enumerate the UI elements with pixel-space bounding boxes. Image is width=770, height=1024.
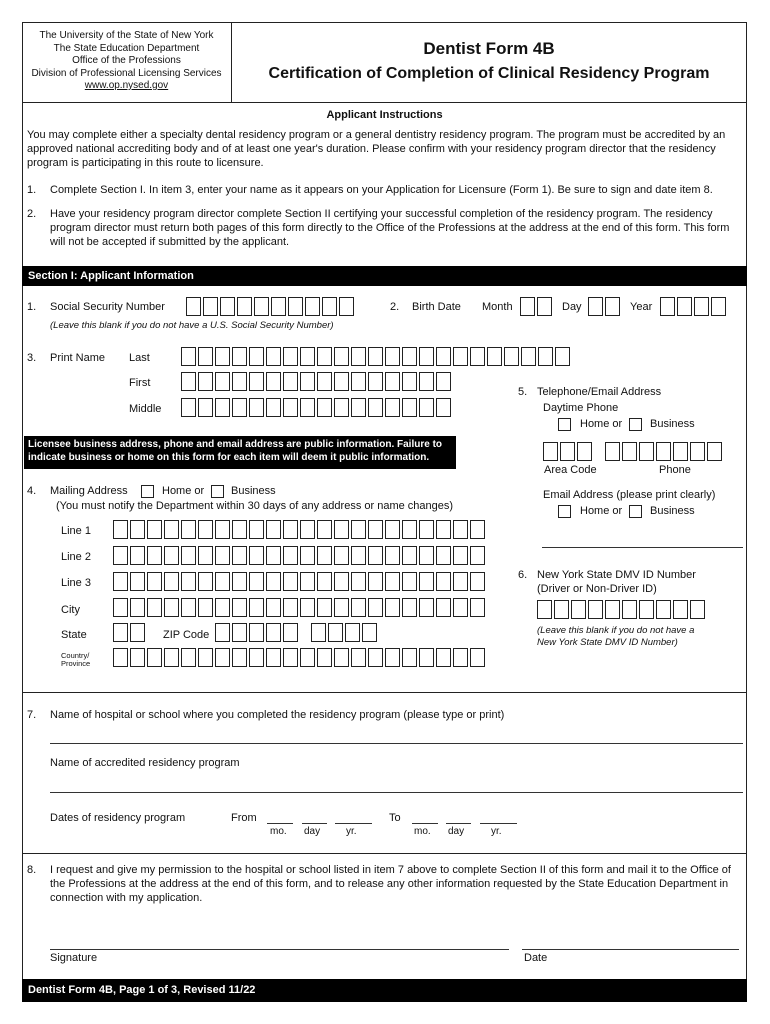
from-month-caption: mo. — [270, 826, 287, 837]
ssn-label: Social Security Number — [50, 301, 165, 313]
agency-line: Division of Professional Licensing Services — [31, 67, 222, 79]
signature-label: Signature — [50, 952, 98, 964]
to-day-caption: day — [448, 826, 465, 837]
birth-date-label: Birth Date — [412, 301, 461, 313]
area-code-label: Area Code — [544, 464, 597, 476]
form-title: Dentist Form 4B — [423, 39, 555, 58]
city-label: City — [61, 604, 80, 616]
from-year-input[interactable] — [335, 823, 372, 824]
dmv-id-input[interactable] — [537, 600, 707, 619]
first-name-label: First — [129, 377, 151, 389]
birth-month-input[interactable] — [520, 297, 554, 316]
email-business-checkbox[interactable] — [629, 505, 642, 518]
mailing-address-label: Mailing Address — [50, 485, 128, 497]
section-1-header: Section I: Applicant Information — [22, 266, 747, 286]
dmv-sub-label: (Driver or Non-Driver ID) — [537, 583, 657, 595]
to-day-input[interactable] — [446, 823, 471, 824]
to-month-caption: mo. — [414, 826, 431, 837]
dmv-note: New York State DMV ID Number) — [537, 637, 678, 648]
ssn-note: (Leave this blank if you do not have a U.S. Social Security Number) — [50, 320, 334, 331]
print-name-label: Print Name — [50, 352, 106, 364]
state-input[interactable] — [113, 623, 147, 642]
from-month-input[interactable] — [267, 823, 293, 824]
agency-block — [24, 30, 229, 93]
dmv-label: New York State DMV ID Number — [537, 569, 696, 581]
item-number: 1. — [27, 301, 37, 313]
province-label-line: Province — [61, 659, 91, 668]
middle-name-input[interactable] — [181, 398, 453, 417]
email-label: Email Address (please print clearly) — [543, 489, 716, 501]
from-label: From — [231, 812, 257, 824]
address-line-3-label: Line 3 — [61, 577, 91, 589]
month-label: Month — [482, 301, 513, 313]
to-year-input[interactable] — [480, 823, 517, 824]
home-or-label: Home or — [162, 485, 205, 497]
date-input[interactable] — [522, 949, 739, 950]
year-label: Year — [630, 301, 653, 313]
form-subtitle: Certification of Completion of Clinical Residency Program — [268, 65, 710, 82]
from-year-caption: yr. — [346, 826, 357, 837]
mail-home-checkbox[interactable] — [141, 485, 154, 498]
phone-number-input[interactable] — [605, 442, 724, 461]
birth-day-input[interactable] — [588, 297, 622, 316]
from-day-caption: day — [304, 826, 321, 837]
item-number: 4. — [27, 485, 37, 497]
instructions-intro: You may complete either a specialty dental residency program or a general dentistry residency program. The program must be accredited by an approved national accrediting body and of at least one year's duration. Please confirm with your residency program director that the residency program is participating in this route to licensure. — [27, 129, 726, 169]
item-number: 6. — [518, 569, 528, 581]
business-label: Business — [231, 485, 276, 497]
home-or-label: Home or — [580, 505, 623, 517]
zip-extension-input[interactable] — [311, 623, 379, 642]
country-province-input[interactable] — [113, 648, 487, 667]
to-year-caption: yr. — [491, 826, 502, 837]
email-input[interactable] — [542, 547, 743, 548]
address-line-3-input[interactable] — [113, 572, 487, 591]
dmv-note: (Leave this blank if you do not have a — [537, 625, 695, 636]
address-line-1-label: Line 1 — [61, 525, 91, 537]
city-input[interactable] — [113, 598, 487, 617]
mailing-address-note: (You must notify the Department within 30 days of any address or name changes) — [56, 500, 454, 512]
last-name-label: Last — [129, 352, 150, 364]
day-label: Day — [562, 301, 582, 313]
item-number: 3. — [27, 352, 37, 364]
item-number: 7. — [27, 709, 37, 721]
to-label: To — [389, 812, 401, 824]
hospital-input[interactable] — [50, 743, 743, 744]
dates-label: Dates of residency program — [50, 812, 186, 824]
address-line-1-input[interactable] — [113, 520, 487, 539]
business-label: Business — [650, 418, 695, 430]
ssn-input[interactable] — [186, 297, 356, 316]
from-day-input[interactable] — [302, 823, 327, 824]
agency-line: The State Education Department — [53, 42, 200, 54]
header-bottom-rule — [22, 102, 747, 103]
address-line-2-input[interactable] — [113, 546, 487, 565]
birth-year-input[interactable] — [660, 297, 728, 316]
date-label: Date — [524, 952, 548, 964]
business-label: Business — [650, 505, 695, 517]
program-input[interactable] — [50, 792, 743, 793]
agency-url[interactable]: www.op.nysed.gov — [84, 80, 169, 91]
section-divider — [22, 853, 747, 854]
middle-name-label: Middle — [129, 403, 162, 415]
country-province-label — [61, 652, 90, 668]
address-line-2-label: Line 2 — [61, 551, 91, 563]
last-name-input[interactable] — [181, 347, 572, 366]
header-divider — [231, 22, 232, 102]
first-name-input[interactable] — [181, 372, 453, 391]
zip-input[interactable] — [215, 623, 300, 642]
hospital-label: Name of hospital or school where you completed the residency program (please type or print) — [50, 709, 505, 721]
program-label: Name of accredited residency program — [50, 757, 240, 769]
phone-business-checkbox[interactable] — [629, 418, 642, 431]
phone-email-label: Telephone/Email Address — [537, 386, 662, 398]
state-label: State — [61, 629, 87, 641]
public-info-notice: Licensee business address, phone and email address are public information. Failure to indicate business or home on this form for each item will deem it public information. — [24, 436, 456, 469]
page-footer: Dentist Form 4B, Page 1 of 3, Revised 11/22 — [22, 979, 747, 1002]
agency-line: The University of the State of New York — [39, 30, 214, 41]
mail-business-checkbox[interactable] — [211, 485, 224, 498]
country-label-line: Country/ — [61, 651, 90, 660]
instruction-item-1: Complete Section I. In item 3, enter your name as it appears on your Application for Licensure (Form 1). Be sure to sign and date item 8. — [50, 184, 713, 196]
item-number: 2. — [390, 301, 400, 313]
agency-line: Office of the Professions — [72, 55, 181, 66]
phone-label: Phone — [659, 464, 691, 476]
item-number: 5. — [518, 386, 528, 398]
email-home-checkbox[interactable] — [558, 505, 571, 518]
instructions-heading: Applicant Instructions — [326, 109, 443, 121]
instruction-number: 2. — [27, 208, 37, 220]
to-month-input[interactable] — [412, 823, 438, 824]
daytime-phone-label: Daytime Phone — [543, 402, 619, 414]
phone-home-checkbox[interactable] — [558, 418, 571, 431]
zip-label: ZIP Code — [163, 629, 210, 641]
permission-statement: I request and give my permission to the hospital or school listed in item 7 above to complete Section II of this form and mail it to the Office of the Professions at the address at the end of this form, and to release any other information requested by the State Education Department in connection with my application. — [50, 864, 731, 904]
instruction-item-2: Have your residency program director complete Section II certifying your successful completion of the residency program. The residency program director must return both pages of this form directly to the Office of the Professions at the address at the end of this form. This form will not be accepted if submitted by the applicant. — [50, 208, 730, 248]
area-code-input[interactable] — [543, 442, 594, 461]
item-number: 8. — [27, 864, 37, 876]
instruction-number: 1. — [27, 184, 37, 196]
signature-input[interactable] — [50, 949, 509, 950]
home-or-label: Home or — [580, 418, 623, 430]
section-divider — [22, 692, 747, 693]
